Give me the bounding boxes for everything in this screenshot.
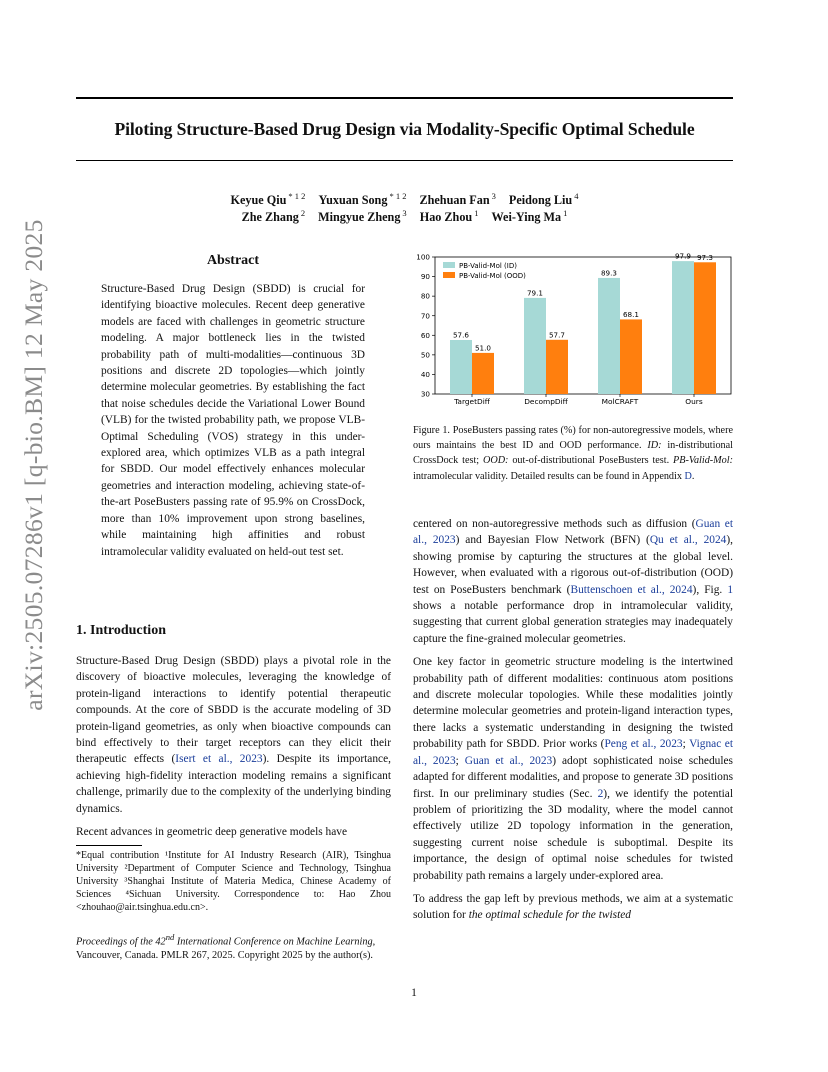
section-heading-introduction: 1. Introduction: [76, 623, 166, 638]
author: Keyue Qiu $^{* 1 2}$: [230, 191, 306, 207]
x-tick-label: MolCRAFT: [601, 397, 639, 406]
figure-caption: Figure 1. PoseBusters passing rates (%) for non-autoregressive models, where ours maintains the best ID and OOD performance. ID: in-distributional CrossDock test; OOD: out-of-distributional PoseBusters test. PB-Valid-Mol: intramolecular validity. Detailed results can be found in Appendix D.: [413, 425, 733, 482]
author: Zhe Zhang $^2$: [241, 208, 306, 224]
y-tick-label: 70: [420, 311, 430, 321]
bar-value-label: 57.7: [548, 330, 566, 340]
figure-link[interactable]: 1: [727, 583, 734, 596]
bar: [598, 278, 620, 394]
y-tick-label: 100: [416, 252, 430, 262]
author: Peidong Liu $^4$: [508, 191, 579, 207]
x-tick-label: DecompDiff: [524, 397, 568, 406]
posebusters-bar-chart: [413, 252, 733, 410]
y-tick-label: 90: [420, 272, 430, 282]
section-link[interactable]: 2: [597, 787, 604, 800]
bar-value-label: 68.1: [622, 309, 640, 319]
affiliations-footnote: *Equal contribution ¹Institute for AI Industry Research (AIR), Tsinghua University ²Department of Computer Science and Technology, Tsinghua University ³Shanghai Institute of Materia Medica, Chinese Academy of Sciences ⁴Sichuan University. Correspondence to: Hao Zhou <zhouhao@air.tsinghua.edu.cn>.: [76, 850, 391, 913]
bar: [672, 261, 694, 394]
y-tick-label: 50: [420, 350, 430, 360]
citation-link[interactable]: Isert et al., 2023: [175, 753, 263, 766]
citation-link[interactable]: Buttenschoen et al., 2024: [570, 583, 693, 596]
top-rule: [76, 97, 733, 99]
author: Mingyue Zheng $^3$: [318, 208, 407, 224]
legend-label: PB-Valid-Mol (ID): [459, 261, 517, 270]
citation-link[interactable]: Guan et al., 2023: [413, 518, 733, 547]
citation-link[interactable]: Vignac et al., 2023: [413, 738, 733, 767]
y-tick-label: 30: [420, 389, 430, 399]
bar: [472, 353, 494, 394]
footnote-rule: [76, 845, 142, 846]
bar-value-label: 97.9: [674, 252, 692, 261]
author: Yuxuan Song $^{* 1 2}$: [318, 191, 407, 207]
legend-swatch: [443, 262, 455, 268]
citation-link[interactable]: Guan et al., 2023: [464, 754, 553, 767]
appendix-link[interactable]: D: [684, 470, 692, 482]
legend-swatch: [443, 272, 455, 278]
author: Wei-Ying Ma $^1$: [491, 208, 568, 224]
right-paragraph-1: centered on non-autoregressive methods such as diffusion (Guan et al., 2023) and Bayesian Flow Network (BFN) (Qu et al., 2024), showing promise by capturing the structures at the global level. However, when evaluated with a rigorous out-of-distribution (OOD) test on PoseBusters benchmark (Buttenschoen et al., 2024), Fig. 1 shows a notable performance drop in intramolecular validity, suggesting that current global generation strategies may inadequately capture the fine-grained molecular geometries.: [413, 518, 734, 645]
author-line-2: [76, 208, 733, 225]
bar: [620, 319, 642, 394]
bar-value-label: 97.3: [696, 252, 714, 262]
page-number: 1: [411, 987, 417, 999]
abstract-heading: Abstract: [206, 253, 260, 268]
right-paragraph-2: One key factor in geometric structure modeling is the intertwined probability path of different modalities: continuous atom positions and discrete molecular topologies. While these modalities jointly determine molecular geometries and protein-ligand interaction types, there lacks a systematic understanding in designing the twisted probability path for SBDD. Prior works (Peng et al., 2023; Vignac et al., 2023; Guan et al., 2023) adopt sophisticated noise schedules adapted for different modalities, and propose to generate 3D positions first. In our preliminary studies (Sec. 2), we identify the potential problem of prioritizing the 3D modality, where the model cannot effectively utilize 2D topology information in the generation, suggesting current noise schedule is suboptimal. Despite its importance, the design of optimal noise schedules for twisted probability path remains a largely under-explored area.: [413, 656, 733, 882]
title-bottom-rule: [76, 160, 733, 161]
abstract-body: [101, 281, 365, 560]
proceedings-note: Proceedings of the 42nd International Conference on Machine Learning, Vancouver, Canada. PMLR 267, 2025. Copyright 2025 by the author(s).: [76, 932, 376, 962]
x-tick-label: Ours: [685, 397, 703, 406]
author: Hao Zhou $^1$: [419, 208, 479, 224]
bar: [546, 340, 568, 394]
right-column: [413, 516, 733, 924]
right-paragraph-3: To address the gap left by previous methods, we aim at a systematic solution for the optimal schedule for the twisted: [413, 892, 733, 922]
citation-link[interactable]: Peng et al., 2023: [604, 738, 683, 751]
bar: [524, 298, 546, 394]
y-tick-label: 60: [420, 330, 430, 340]
bar-value-label: 51.0: [474, 343, 492, 353]
abstract-text: Structure-Based Drug Design (SBDD) is crucial for identifying bioactive molecules. Recent deep generative models are faced with challenges in geometric structure modeling. A major bottleneck lies in the twisted probability path of multi-modalities—continuous 3D positions and discrete 2D topologies—which jointly determine molecular geometries. By establishing the fact that noise schedules decide the Variational Lower Bound (VLB) for the twisted probability path, we propose VLB-Optimal Scheduling (VOS) strategy in this under-explored area, which optimizes VLB as a path integral for SBDD. Our model effectively enhances molecular geometries and interaction modeling, achieving state-of-the-art PoseBusters passing rate of 95.9% on CrossDock, more than 10% improvement upon strong baselines, while maintaining high affinities and robust intramolecular validity evaluated on held-out test set.: [101, 283, 365, 558]
x-tick-label: TargetDiff: [454, 397, 490, 406]
bar-value-label: 89.3: [600, 268, 618, 278]
intro-paragraph-1: Structure-Based Drug Design (SBDD) plays a pivotal role in the discovery of bioactive molecules, leveraging the knowledge of protein-ligand interactions to identify potential therapeutic compounds. At the core of SBDD is the accurate modeling of 3D protein-ligand geometries, as only when bioactive compounds can bind effectively to their target receptors can they elicit their therapeutic effects (Isert et al., 2023). Despite its importance, achieving high-fidelity interaction modeling remains a significant challenge, primarily due to the complexity of the underlying binding dynamics.: [76, 655, 392, 815]
y-tick-label: 40: [420, 370, 430, 380]
author-line-1: [76, 191, 733, 208]
bar-value-label: 79.1: [526, 288, 544, 298]
legend-label: PB-Valid-Mol (OOD): [459, 271, 526, 280]
arxiv-stamp: arXiv:2505.07286v1 [q-bio.BM] 12 May 2025: [19, 219, 48, 711]
bar-value-label: 57.6: [452, 330, 470, 340]
paper-title: Piloting Structure-Based Drug Design via Modality-Specific Optimal Schedule: [114, 119, 695, 139]
left-column: [76, 653, 391, 840]
bar: [694, 262, 716, 394]
y-tick-label: 80: [420, 291, 430, 301]
bar: [450, 340, 472, 394]
intro-paragraph-2: Recent advances in geometric deep generative models have: [76, 826, 348, 839]
citation-link[interactable]: Qu et al., 2024: [649, 534, 727, 547]
author: Zhehuan Fan $^3$: [419, 191, 496, 207]
